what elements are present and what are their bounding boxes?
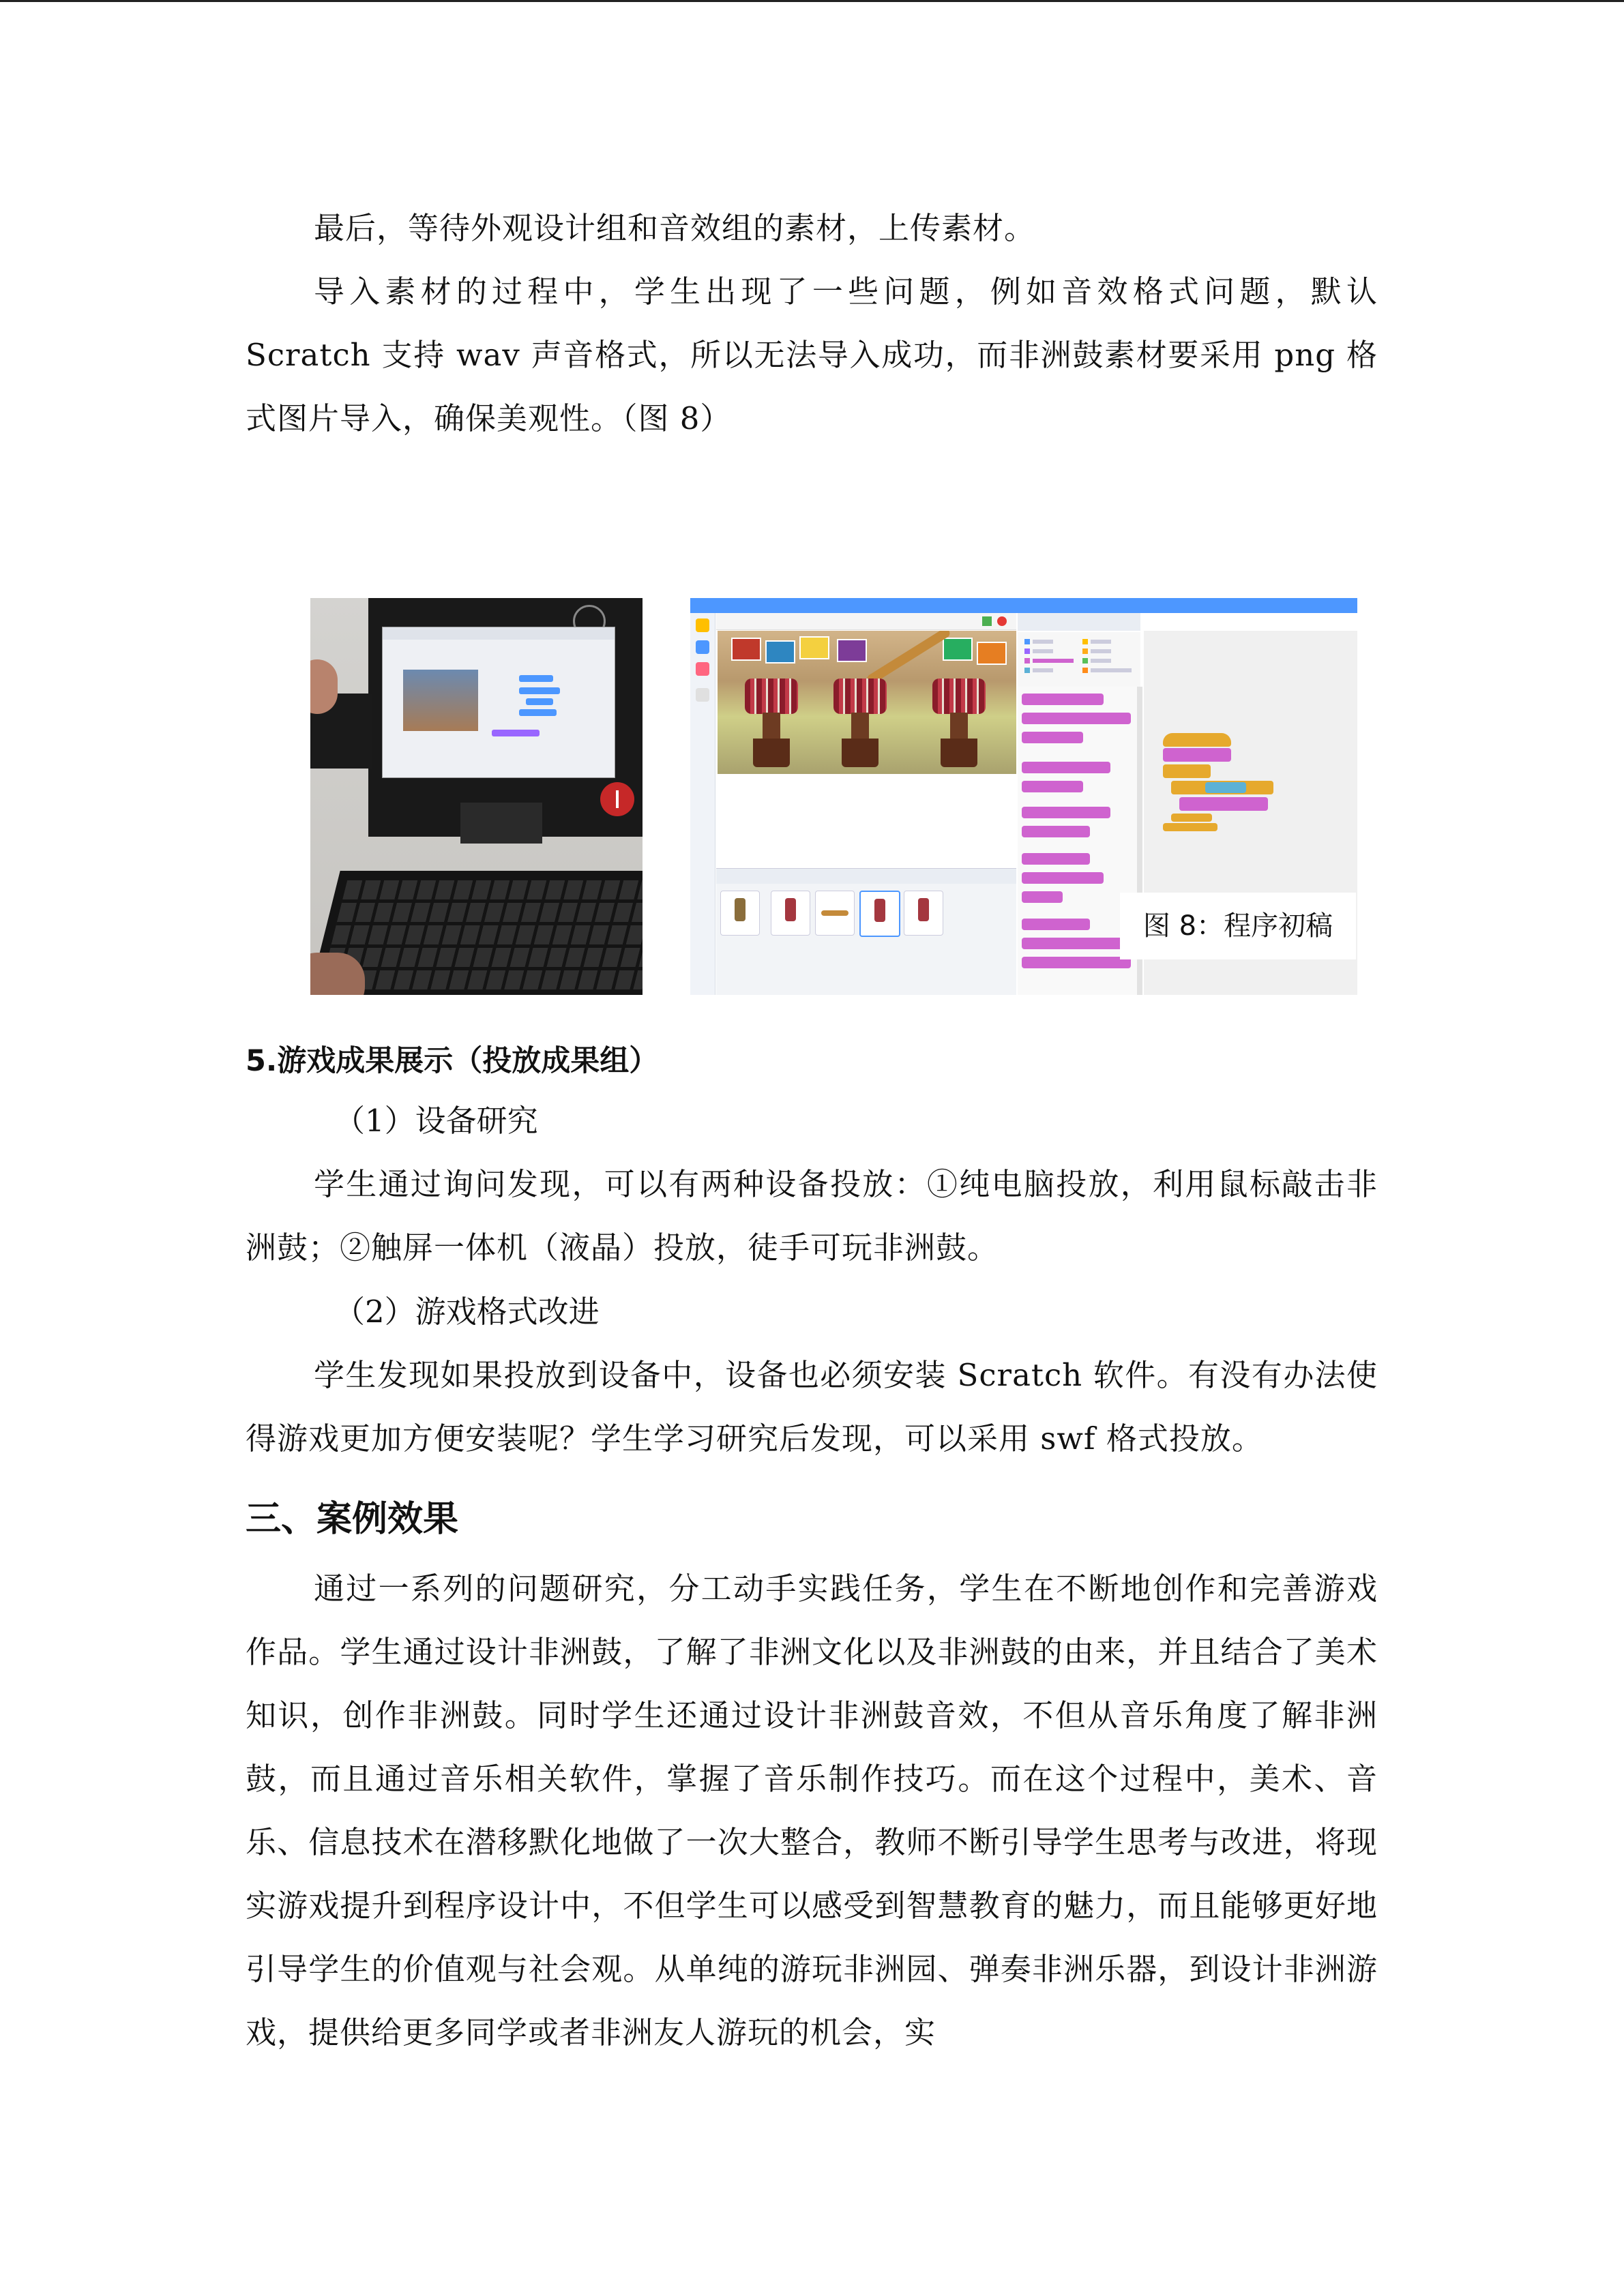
scratch-stage-header — [716, 613, 1016, 630]
drum-2 — [833, 679, 887, 767]
figure-8-photo — [310, 598, 643, 995]
star-icon — [696, 618, 709, 632]
scratch-sprite-pane — [716, 868, 1016, 995]
mic-icon — [696, 688, 709, 702]
student-hand — [310, 659, 338, 714]
subheading-format-improvement: （2）游戏格式改进 — [334, 1294, 600, 1330]
page-top-border — [0, 0, 1624, 2]
paragraph-device-research: 学生通过询问发现，可以有两种设备投放：①纯电脑投放，利用鼠标敲击非洲鼓；②触屏一体机（液晶）投放，徒手可玩非洲鼓。 — [246, 1166, 1378, 1266]
paragraph-upload-materials: 最后，等待外观设计组和音效组的素材，上传素材。 — [314, 210, 1036, 246]
scratch-stage — [718, 631, 1016, 774]
paragraph-format-improvement: 学生发现如果投放到设备中，设备也必须安装 Scratch 软件。有没有办法使得游戏更加方便安装呢？学生学习研究后发现，可以采用 swf 格式投放。 — [246, 1357, 1378, 1457]
scratch-left-toolbar — [690, 613, 715, 995]
file-icon — [696, 640, 709, 654]
monitor-stand — [460, 803, 542, 844]
section-3-heading: 三、案例效果 — [246, 1499, 459, 1540]
badge-icon — [600, 782, 634, 816]
stop-icon — [997, 616, 1007, 626]
eye-icon — [696, 662, 709, 676]
scratch-block-palette — [1018, 687, 1137, 995]
scratch-menu-bar — [690, 598, 1357, 613]
green-flag-icon — [982, 616, 992, 626]
monitor — [368, 598, 643, 837]
paragraph-import-issues: 导入素材的过程中，学生出现了一些问题，例如音效格式问题，默认 Scratch 支持 wav 声音格式，所以无法导入成功，而非洲鼓素材要采用 png 格式图片导入，确保美观性。（图 8） — [246, 273, 1378, 436]
paragraph-case-effect: 通过一系列的问题研究，分工动手实践任务，学生在不断地创作和完善游戏作品。学生通过设计非洲鼓，了解了非洲文化以及非洲鼓的由来，并且结合了美术知识，创作非洲鼓。同时学生还通过设计非洲鼓音效，不但从音乐角度了解非洲鼓，而且通过音乐相关软件，掌握了音乐制作技巧。而在这个过程中，美术、音乐、信息技术在潜移默化地做了一次大整合，教师不断引导学生思考与改进，将现实游戏提升到程序设计中，不但学生可以感受到智慧教育的魅力，而且能够更好地引导学生的价值观与社会观。从单纯的游玩非洲园、弹奏非洲乐器，到设计非洲游戏，提供给更多同学或者非洲友人游玩的机会，实 — [246, 1570, 1378, 2051]
section-5-heading: 5.游戏成果展示（投放成果组） — [246, 1044, 659, 1078]
subheading-device-research: （1）设备研究 — [334, 1103, 538, 1139]
scratch-palette-tabs — [1018, 613, 1140, 631]
drum-1 — [745, 679, 798, 767]
scratch-block-categories — [1018, 632, 1140, 687]
figure-8-caption: 图 8：程序初稿 — [1120, 893, 1356, 959]
drum-3 — [932, 679, 986, 767]
drumstick — [866, 631, 951, 685]
monitor-screen — [382, 627, 615, 778]
